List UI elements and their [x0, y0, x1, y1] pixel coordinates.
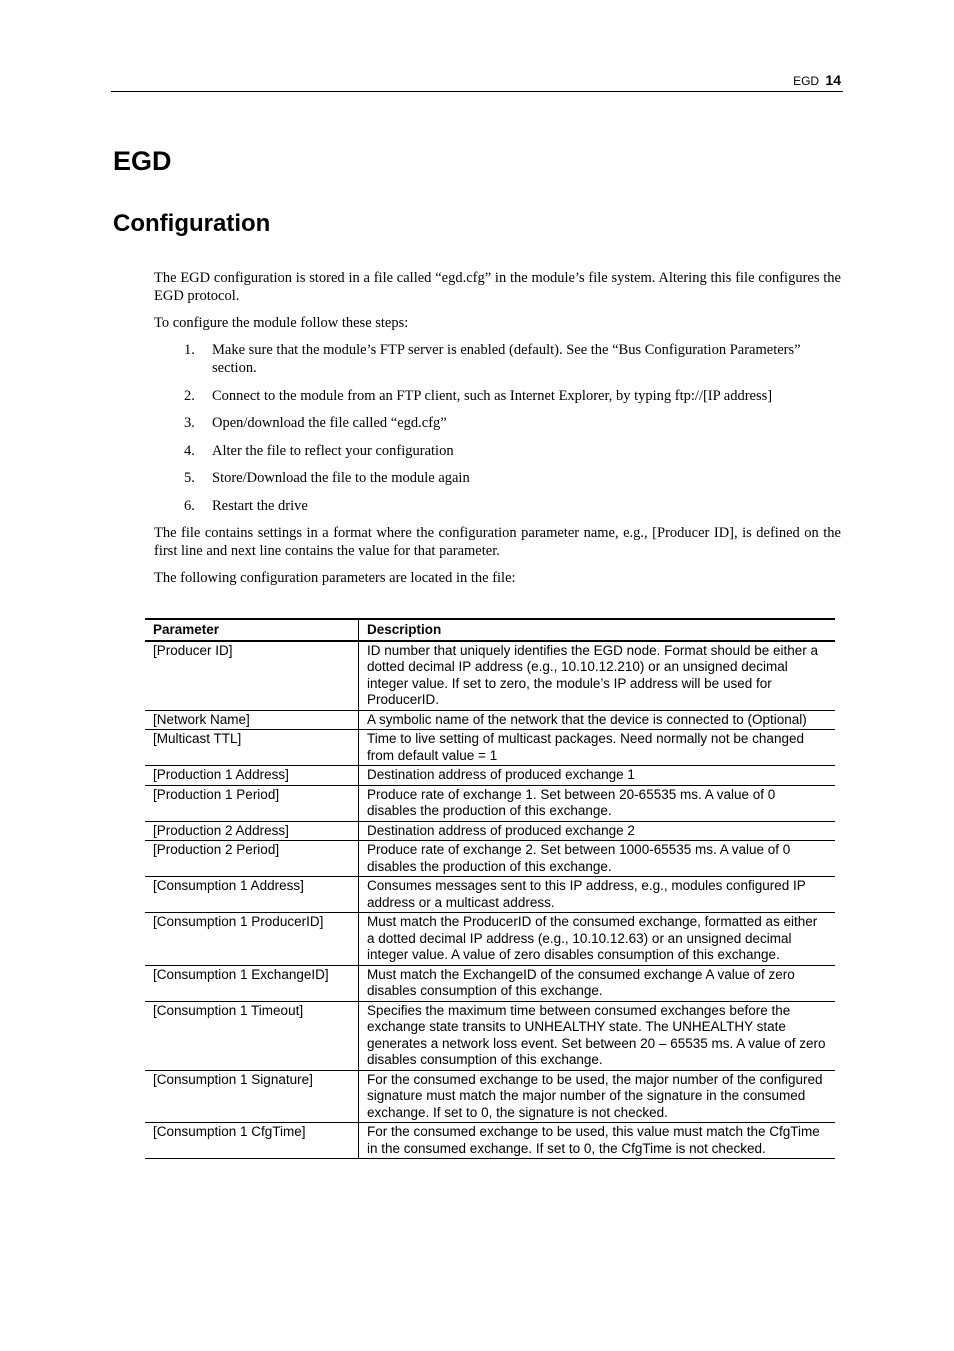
description-cell: For the consumed exchange to be used, the major number of the configured signature must match the major number of the signature in the consumed exchange. If set to 0, the signature is not checked. [359, 1070, 836, 1123]
step-text: Make sure that the module’s FTP server is enabled (default). See the “Bus Configuration Parameters” section. [212, 342, 801, 376]
page-title: EGD [113, 146, 172, 176]
step-item [154, 387, 841, 405]
step-item [154, 497, 841, 515]
description-cell: Consumes messages sent to this IP address, e.g., modules configured IP address or a multicast address. [359, 877, 836, 913]
step-text: Store/Download the file to the module again [212, 470, 470, 486]
description-cell: For the consumed exchange to be used, this value must match the CfgTime in the consumed exchange. If set to 0, the CfgTime is not checked. [359, 1123, 836, 1159]
parameter-cell: [Consumption 1 Address] [145, 877, 359, 913]
description-cell: Destination address of produced exchange 1 [359, 766, 836, 786]
parameter-cell: [Consumption 1 ProducerID] [145, 913, 359, 966]
parameters-table [145, 618, 835, 1159]
steps-list [154, 341, 841, 515]
table-row [145, 730, 835, 766]
description-cell: Must match the ProducerID of the consumed exchange, formatted as either a dotted decimal IP address (e.g., 10.10.12.63) or an unsigned decimal integer value. A value of zero disables consumption of this exchange. [359, 913, 836, 966]
description-cell: Destination address of produced exchange 2 [359, 821, 836, 841]
step-text: Restart the drive [212, 497, 308, 514]
parameter-cell: [Network Name] [145, 710, 359, 730]
page-number: 14 [825, 72, 841, 88]
table-row [145, 1123, 835, 1159]
body-text [154, 269, 841, 596]
parameter-cell: [Consumption 1 Signature] [145, 1070, 359, 1123]
parameter-cell: [Producer ID] [145, 641, 359, 711]
table-row [145, 913, 835, 966]
page-header [111, 70, 843, 92]
description-cell: Produce rate of exchange 2. Set between 1000-65535 ms. A value of 0 disables the production of this exchange. [359, 841, 836, 877]
step-number: 2. [184, 387, 195, 404]
parameter-cell: [Consumption 1 ExchangeID] [145, 965, 359, 1001]
step-text: Alter the file to reflect your configuration [212, 442, 454, 459]
description-cell: Specifies the maximum time between consumed exchanges before the exchange state transits to UNHEALTHY state. The UNHEALTHY state generates a network loss event. Set between 20 – 65535 ms. A value of zero disables consumption of this exchange. [359, 1001, 836, 1070]
header-label [793, 72, 841, 88]
step-number: 6. [184, 497, 195, 514]
table-row [145, 766, 835, 786]
description-cell: ID number that uniquely identifies the EGD node. Format should be either a dotted decimal IP address (e.g., 10.10.12.210) or an unsigned decimal integer value. If set to zero, the module’s IP address will be used for ProducerID. [359, 641, 836, 711]
parameter-cell: [Production 1 Period] [145, 785, 359, 821]
step-item [154, 442, 841, 460]
step-number: 5. [184, 470, 195, 486]
description-cell: A symbolic name of the network that the device is connected to (Optional) [359, 710, 836, 730]
table-row [145, 1001, 835, 1070]
column-header-parameter: Parameter [145, 619, 359, 641]
parameter-cell: [Consumption 1 CfgTime] [145, 1123, 359, 1159]
steps-intro: To configure the module follow these steps: [154, 315, 409, 331]
column-header-description: Description [359, 619, 836, 641]
step-text: Connect to the module from an FTP client, such as Internet Explorer, by typing ftp://[IP address] [212, 387, 773, 404]
section-title: Configuration [113, 210, 271, 237]
parameter-cell: [Production 2 Address] [145, 821, 359, 841]
table-row [145, 965, 835, 1001]
header-section: EGD [793, 74, 820, 88]
parameter-cell: [Consumption 1 Timeout] [145, 1001, 359, 1070]
description-cell: Must match the ExchangeID of the consumed exchange A value of zero disables consumption of this exchange. [359, 965, 836, 1001]
step-item [154, 414, 841, 432]
table-row [145, 841, 835, 877]
parameter-cell: [Production 2 Period] [145, 841, 359, 877]
step-number: 4. [184, 442, 195, 459]
parameter-cell: [Production 1 Address] [145, 766, 359, 786]
format-paragraph: The file contains settings in a format where the configuration parameter name, e.g., [Producer ID], is defined on the first line and next line contains the value for that parameter. [154, 525, 841, 559]
table-row [145, 710, 835, 730]
step-item [154, 341, 841, 377]
table-header-row [145, 619, 835, 641]
table-row [145, 1070, 835, 1123]
step-number: 1. [184, 342, 195, 358]
intro-paragraph: The EGD configuration is stored in a file called “egd.cfg” in the module’s file system. Altering this file configures the EGD protocol. [154, 270, 841, 304]
table-row [145, 785, 835, 821]
step-number: 3. [184, 415, 195, 431]
step-item [154, 469, 841, 487]
table-row [145, 821, 835, 841]
table-row [145, 877, 835, 913]
step-text: Open/download the file called “egd.cfg” [212, 415, 447, 431]
description-cell: Produce rate of exchange 1. Set between 20-65535 ms. A value of 0 disables the production of this exchange. [359, 785, 836, 821]
parameter-cell: [Multicast TTL] [145, 730, 359, 766]
params-intro: The following configuration parameters are located in the file: [154, 570, 516, 586]
description-cell: Time to live setting of multicast packages. Need normally not be changed from default value = 1 [359, 730, 836, 766]
table-row [145, 641, 835, 711]
